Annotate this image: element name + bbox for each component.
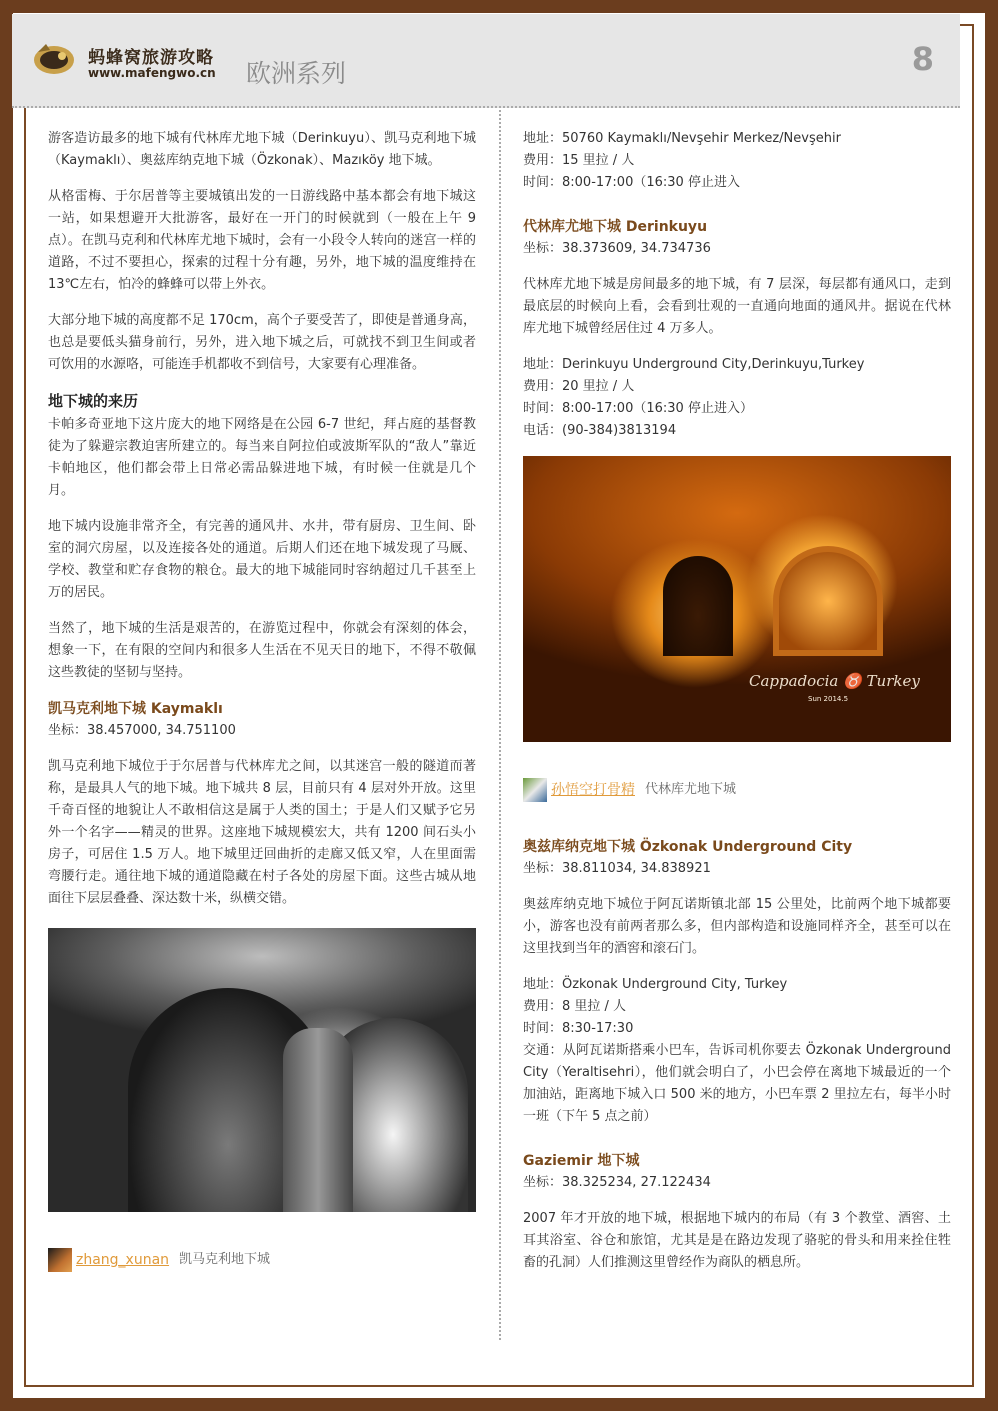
site-heading-kaymakli: 凯马克利地下城 Kaymaklı: [48, 701, 223, 717]
fee: 费用：15 里拉 / 人: [523, 153, 635, 168]
logo-url: www.mafengwo.cn: [88, 66, 216, 80]
site-heading-derinkuyu: 代林库尤地下城 Derinkuyu: [523, 219, 708, 235]
paragraph: 卡帕多奇亚地下这片庞大的地下网络是在公园 6-7 世纪，拜占庭的基督教徒为了躲避宗教迫害所建立的。每当来自阿拉伯或波斯军队的“敌人”靠近卡帕地区，他们都会带上日常必需品躲进地下城，有时候一住就是几个月。: [48, 417, 476, 498]
hours: 时间：8:00-17:00（16:30 停止进入: [523, 175, 740, 190]
paragraph: 地下城内设施非常齐全，有完善的通风井、水井，带有厨房、卫生间、卧室的洞穴房屋，以及连接各处的通道。后期人们还在地下城发现了马厩、学校、教堂和贮存食物的粮仓。最大的地下城能同时容纳超过几千甚至上万的居民。: [48, 519, 476, 600]
avatar: [523, 778, 547, 802]
logo-brand-name: 蚂蜂窝旅游攻略: [88, 48, 214, 68]
section-heading: 地下城的来历: [48, 392, 139, 410]
page-header: [12, 14, 960, 108]
coordinates: 坐标：38.457000, 34.751100: [48, 723, 236, 738]
credit-caption: 凯马克利地下城: [179, 1252, 271, 1267]
coordinates: 坐标：38.373609, 34.734736: [523, 241, 711, 256]
avatar: [48, 1248, 72, 1272]
derinkuyu-info: [523, 354, 951, 442]
photo-credit: [523, 778, 951, 802]
derinkuyu-photo: [523, 456, 951, 742]
page-number: 8: [911, 40, 934, 78]
paragraph: 代林库尤地下城是房间最多的地下城，有 7 层深，每层都有通风口，走到最底层的时候向上看，会看到壮观的一直通向地面的通风井。据说在代林库尤地下城曾经居住过 4 万多人。: [523, 277, 951, 336]
coordinates: 坐标：38.325234, 27.122434: [523, 1175, 711, 1190]
ozkonak-info: [523, 974, 951, 1128]
kaymakli-info: [523, 128, 951, 194]
photo-tunnel-shape: [663, 556, 733, 656]
kaymakli-photo: [48, 928, 476, 1212]
address: 地址：Özkonak Underground City, Turkey: [523, 977, 788, 992]
column-divider: [499, 110, 501, 1340]
coordinates: 坐标：38.811034, 34.838921: [523, 861, 711, 876]
address: 地址：Derinkuyu Underground City,Derinkuyu,Turkey: [523, 357, 865, 372]
paragraph: 游客造访最多的地下城有代林库尤地下城（Derinkuyu）、凯马克利地下城（Kaymaklı）、奥兹库纳克地下城（Özkonak）、Mazıköy 地下城。: [48, 131, 476, 168]
photo-watermark: Cappadocia ♉ Turkey: [749, 672, 920, 690]
hours: 时间：8:30-17:30: [523, 1021, 634, 1036]
series-title: 欧洲系列: [246, 59, 347, 88]
photo-credit: [48, 1248, 476, 1272]
address: 地址：50760 Kaymaklı/Nevşehir Merkez/Nevşehir: [523, 131, 841, 146]
paragraph: 奥兹库纳克地下城位于阿瓦诺斯镇北部 15 公里处，比前两个地下城都要小，游客也没有前两者那么多，但内部构造和设施同样齐全，甚至可以在这里找到当年的酒窖和滚石门。: [523, 897, 951, 956]
paragraph: 2007 年才开放的地下城，根据地下城内的布局（有 3 个教堂、酒窖、土耳其浴室、谷仓和旅馆，尤其是是在路边发现了骆驼的骨头和用来拴住牲畜的孔洞）人们推测这里曾经作为商队的栖息所。: [523, 1211, 951, 1270]
paragraph: 从格雷梅、于尔居普等主要城镇出发的一日游线路中基本都会有地下城这一站，如果想避开大批游客，最好在一开门的时候就到（一般在上午 9 点）。在凯马克利和代林库尤地下城时，会有一小段令人转向的迷宫一样的道路，不过不要担心，探索的过程十分有趣，另外，地下城的温度维持在 13℃左右，怕冷的蜂蜂可以带上外衣。: [48, 189, 476, 292]
site-heading-ozkonak: 奥兹库纳克地下城 Özkonak Underground City: [523, 839, 853, 855]
mafengwo-logo-icon: [32, 38, 76, 76]
photo-pillar-shape: [283, 1028, 353, 1212]
paragraph: 大部分地下城的高度都不足 170cm，高个子要受苦了，即使是普通身高，也总是要低头猫身前行，另外，进入地下城之后，可就找不到卫生间或者可饮用的水源咯，可能连手机都收不到信号，大家要有心理准备。: [48, 313, 476, 372]
paragraph: 当然了，地下城的生活是艰苦的，在游览过程中，你就会有深刻的体会，想象一下，在有限的空间内和很多人生活在不见天日的地下，不得不敬佩这些教徒的坚韧与坚持。: [48, 621, 476, 680]
site-heading-gaziemir: Gaziemir 地下城: [523, 1153, 640, 1169]
left-column: [48, 128, 476, 1272]
hours: 时间：8:00-17:00（16:30 停止进入）: [523, 401, 753, 416]
fee: 费用：8 里拉 / 人: [523, 999, 627, 1014]
photo-watermark-date: Sun 2014.5: [808, 695, 849, 703]
credit-user-link[interactable]: 孙悟空打骨精: [551, 782, 635, 798]
transport: 交通：从阿瓦诺斯搭乘小巴车，告诉司机你要去 Özkonak Underground City（Yeraltisehri），他们就会明白了，小巴会停在离地下城最近的一个加油站，距离地下城入口 500 米的地方，小巴车票 2 里拉左右，每半小时一班（下午 5 点之前）: [523, 1043, 951, 1124]
fee: 费用：20 里拉 / 人: [523, 379, 635, 394]
paragraph: 凯马克利地下城位于于尔居普与代林库尤之间，以其迷宫一般的隧道而著称，是最具人气的地下城。地下城共 8 层，目前只有 4 层对外开放。这里千奇百怪的地貌让人不敢相信这是属于人类的国土；于是人们又赋予它另外一个名字——精灵的世界。这座地下城规模宏大，共有 1200 间石头小房子，可居住 1.5 万人。地下城里迂回曲折的走廊又低又窄，人在里面需弯腰行走。通往地下城的通道隐藏在村子各处的房屋下面。这些古城从地面往下层层叠叠、深达数十米，纵横交错。: [48, 759, 476, 906]
credit-caption: 代林库尤地下城: [645, 782, 737, 797]
right-column: [523, 128, 951, 1288]
photo-tunnel-shape: [773, 546, 883, 656]
credit-user-link[interactable]: zhang_xunan: [76, 1252, 170, 1268]
phone: 电话：(90-384)3813194: [523, 423, 677, 438]
